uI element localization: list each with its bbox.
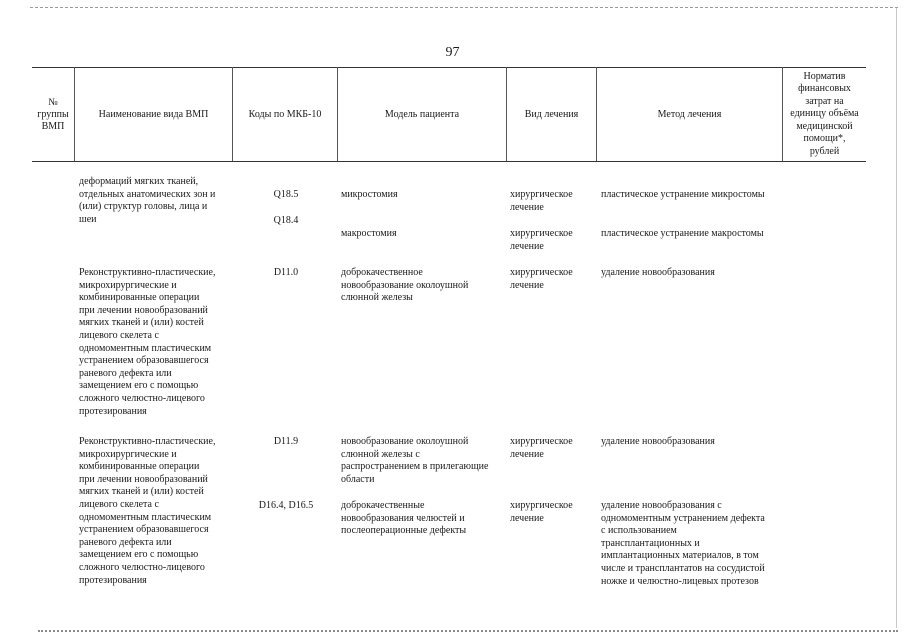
treatment-type-cell: хирургическое лечение	[510, 267, 573, 291]
patient-model-cell: доброкачественные новообразования челюстей и послеоперационные дефекты	[341, 500, 467, 537]
scan-top-edge	[30, 7, 898, 8]
patient-model-cell: макростомия	[341, 228, 397, 239]
treatment-type-cell: хирургическое лечение	[510, 500, 573, 524]
page-number: 97	[445, 45, 460, 60]
treatment-method-cell: удаление новообразования	[601, 436, 715, 447]
header-icd-codes: Коды по МКБ-10	[248, 108, 322, 120]
scan-bottom-edge	[38, 630, 898, 632]
patient-model-cell: микростомия	[341, 189, 398, 200]
treatment-type-cell: хирургическое лечение	[510, 189, 573, 213]
icd-code-cell: D11.0	[273, 267, 299, 278]
header-vmp-name: Наименование вида ВМП	[98, 108, 209, 120]
treatment-type-cell: хирургическое лечение	[510, 228, 573, 252]
icd-code-cell: D11.9	[273, 436, 299, 447]
icd-code-cell: D16.4, D16.5	[258, 500, 314, 511]
treatment-method-cell: пластическое устранение макростомы	[601, 228, 764, 239]
header-treatment-type: Вид лечения	[524, 108, 579, 120]
treatment-method-cell: пластическое устранение микростомы	[601, 189, 765, 200]
patient-model-cell: новообразование околоушной слюнной железы с распространением в прилегающие области	[341, 436, 489, 485]
vmp-name-cell: Реконструктивно-пластические, микрохирургические и комбинированные операции при лечении новообразований мягких тканей и (или) костей лицевого скелета с одномоментным пластическим устранением образовавшегося раневого дефекта или замещением его с помощью сложного челюстно-лицевого протезирования	[79, 436, 216, 586]
patient-model-cell: доброкачественное новообразование околоушной слюнной железы	[341, 267, 469, 304]
vmp-name-cell: деформаций мягких тканей, отдельных анатомических зон и (или) структур головы, лица и шеи	[79, 176, 216, 225]
scan-right-edge	[896, 8, 897, 628]
icd-code-cell: Q18.5	[273, 189, 299, 200]
header-bottom-border	[32, 161, 866, 162]
treatment-type-cell: хирургическое лечение	[510, 436, 573, 460]
header-group-number: № группы ВМП	[37, 96, 69, 132]
vmp-name-cell: Реконструктивно-пластические, микрохирургические и комбинированные операции при лечении новообразований мягких тканей и (или) костей лицевого скелета с одномоментным пластическим устранением образовавшегося раневого дефекта или замещением его с помощью сложного челюстно-лицевого протезирования	[79, 267, 216, 417]
header-patient-model: Модель пациента	[384, 108, 460, 120]
icd-code-cell: Q18.4	[273, 215, 299, 226]
treatment-method-cell: удаление новообразования	[601, 267, 715, 278]
treatment-method-cell: удаление новообразования с одномоментным устранением дефекта с использованием трансплантационных и имплантационных материалов, в том числе и трансплантатов на сосудистой ножке и челюстно-лицевых протезов	[601, 500, 765, 587]
header-cost-norm: Норматив финансовых затрат на единицу объёма медицинской помощи*, рублей	[790, 71, 859, 157]
header-treatment-method: Метод лечения	[657, 108, 722, 120]
